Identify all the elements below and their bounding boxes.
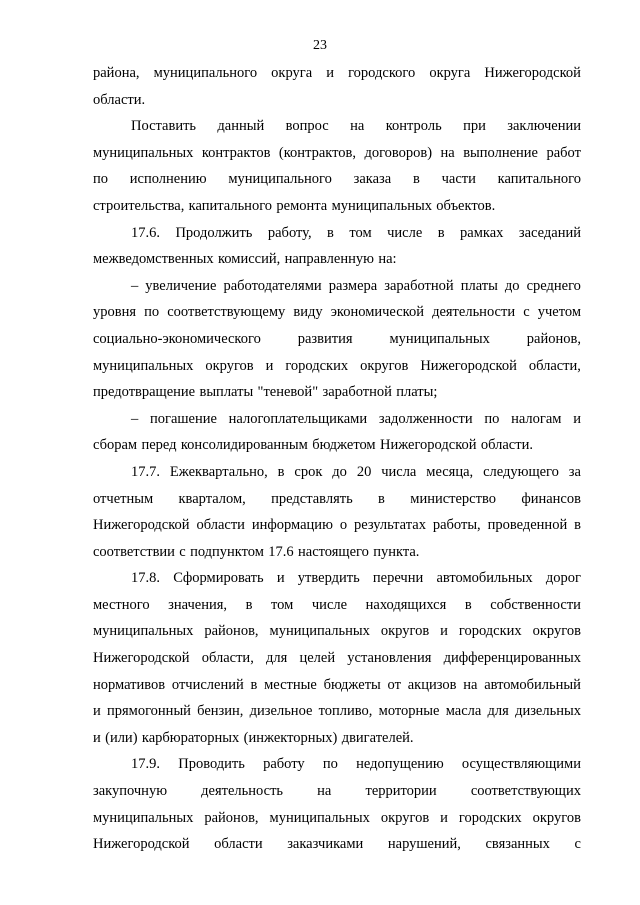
word: 17.6 xyxy=(268,543,294,560)
word: на xyxy=(317,783,332,800)
word: до xyxy=(332,463,347,480)
word: Нижегородской xyxy=(93,836,190,853)
word: – xyxy=(131,410,139,427)
word: выполнение xyxy=(463,144,538,161)
text-line xyxy=(93,512,581,539)
word: представлять xyxy=(271,490,353,507)
word: – xyxy=(131,277,139,294)
word: муниципальных xyxy=(93,809,194,826)
word: округов xyxy=(380,623,430,640)
word: карбюраторных xyxy=(141,729,240,746)
word: собственности xyxy=(490,596,581,613)
word: работодателями xyxy=(223,277,322,294)
word: Проводить xyxy=(178,756,245,773)
word: комиссий, xyxy=(218,251,281,268)
text-line xyxy=(93,193,581,220)
word: в xyxy=(412,171,420,188)
word: налогам xyxy=(511,410,562,427)
word: в xyxy=(574,517,581,534)
word: и xyxy=(93,729,101,746)
text-line xyxy=(93,645,581,672)
word: акцизов xyxy=(407,676,457,693)
word: Нижегородской xyxy=(93,650,190,667)
word: местные xyxy=(264,676,317,693)
word: развития xyxy=(297,330,353,347)
word: "теневой" xyxy=(257,384,319,401)
word: месяца, xyxy=(426,463,474,480)
text-line xyxy=(93,432,581,459)
text-line xyxy=(93,459,581,486)
word: отчислений xyxy=(171,676,244,693)
word: и xyxy=(326,65,335,81)
word: перед xyxy=(141,437,177,454)
text-line xyxy=(93,166,581,193)
word: работу xyxy=(263,756,305,773)
word: соответствии xyxy=(93,543,175,560)
text-line xyxy=(93,140,581,167)
word: социально-экономического xyxy=(93,330,261,347)
word: с xyxy=(574,836,581,853)
text-line xyxy=(93,539,581,566)
word: в xyxy=(464,596,472,613)
text-line xyxy=(93,353,581,380)
word: недопущению xyxy=(356,756,444,773)
word: заказа xyxy=(353,171,392,188)
word: работы, xyxy=(432,517,481,534)
text-line xyxy=(93,778,581,805)
word: заказчиками xyxy=(287,836,364,853)
word: и xyxy=(440,623,448,640)
text-line xyxy=(93,725,581,752)
word: результатах xyxy=(353,517,426,534)
word: округов xyxy=(532,623,581,640)
word: Сформировать xyxy=(173,570,264,587)
word: находящихся xyxy=(365,596,447,613)
word: платы; xyxy=(396,384,438,401)
word: прямогонный xyxy=(106,703,191,720)
text-line xyxy=(93,592,581,619)
word: деятельность xyxy=(201,783,284,800)
word: по xyxy=(322,756,338,773)
word: Нижегородской xyxy=(484,65,581,81)
word: контроль xyxy=(385,118,442,135)
word: (контрактов, xyxy=(278,144,356,161)
word: городских xyxy=(285,357,349,374)
word: округов xyxy=(360,357,409,374)
word: капитального xyxy=(497,171,581,188)
word: числе xyxy=(311,596,348,613)
word: в xyxy=(437,224,445,241)
word: местного xyxy=(93,596,150,613)
word: 17.6. xyxy=(131,224,160,241)
word: налогоплательщиками xyxy=(228,410,368,427)
word: на xyxy=(463,676,478,693)
word: контрактов xyxy=(201,144,271,161)
word: направленную xyxy=(284,251,374,268)
word: пункта. xyxy=(373,543,420,560)
word: соответствующих xyxy=(470,783,581,800)
word: округов xyxy=(532,809,581,826)
word: муниципальных xyxy=(93,623,194,640)
word: размера xyxy=(328,277,378,294)
word: до xyxy=(504,277,520,294)
text-line xyxy=(93,220,581,247)
word: 17.9. xyxy=(131,756,160,773)
word: объектов. xyxy=(436,197,496,214)
word: уровня xyxy=(93,304,137,321)
word: финансов xyxy=(521,490,581,507)
word: дизельных xyxy=(515,703,581,720)
word: на xyxy=(440,144,455,161)
word: 17.8. xyxy=(131,570,160,587)
word: закупочную xyxy=(93,783,168,800)
word: автомобильный xyxy=(484,676,581,693)
word: среднего xyxy=(526,277,581,294)
word: увеличение xyxy=(145,277,217,294)
word: (или) xyxy=(105,729,138,746)
word: подпунктом xyxy=(190,543,264,560)
word: министерство xyxy=(410,490,496,507)
word: и xyxy=(265,357,274,374)
word: от xyxy=(387,676,401,693)
word: районов, xyxy=(204,623,259,640)
word: (инжекторных) xyxy=(243,729,338,746)
word: Продолжить xyxy=(175,224,253,241)
word: за xyxy=(568,463,581,480)
word: муниципальных xyxy=(269,623,370,640)
text-line xyxy=(93,113,581,140)
word: муниципальных xyxy=(93,144,194,161)
word: области, xyxy=(201,650,254,667)
word: в xyxy=(250,676,258,693)
document-body xyxy=(93,60,581,858)
word: округов xyxy=(380,809,430,826)
word: и xyxy=(276,570,285,587)
word: задолженности xyxy=(378,410,473,427)
word: выплаты xyxy=(199,384,254,401)
word: вопрос xyxy=(285,118,329,135)
word: следующего xyxy=(483,463,559,480)
word: городских xyxy=(458,623,522,640)
text-line xyxy=(93,326,581,353)
word: значения, xyxy=(168,596,228,613)
word: числа xyxy=(381,463,417,480)
text-line xyxy=(93,406,581,433)
word: области xyxy=(196,517,245,534)
word: с xyxy=(179,543,186,560)
word: деятельности xyxy=(432,304,516,321)
word: том xyxy=(271,596,294,613)
word: района, xyxy=(93,65,140,81)
word: на xyxy=(350,118,365,135)
word: связанных xyxy=(485,836,550,853)
word: районов, xyxy=(526,330,581,347)
word: территории xyxy=(365,783,437,800)
word: о xyxy=(339,517,348,534)
word: области. xyxy=(93,91,146,108)
word: целей xyxy=(299,650,336,667)
word: платы xyxy=(460,277,498,294)
word: моторные xyxy=(378,703,440,720)
word: данный xyxy=(217,118,265,135)
word: для xyxy=(487,703,509,720)
word: сборам xyxy=(93,437,138,454)
text-line xyxy=(93,618,581,645)
word: Ежеквартально, xyxy=(169,463,268,480)
word: области xyxy=(214,836,263,853)
word: погашение xyxy=(149,410,217,427)
word: предотвращение xyxy=(93,384,196,401)
word: дорог xyxy=(545,570,581,587)
word: заключении xyxy=(507,118,581,135)
word: утвердить xyxy=(297,570,360,587)
word: городских xyxy=(458,809,522,826)
word: Нижегородской xyxy=(93,517,190,534)
word: двигателей. xyxy=(341,729,414,746)
text-line xyxy=(93,87,581,114)
word: округа xyxy=(271,65,313,81)
text-line xyxy=(93,379,581,406)
word: бюджеты xyxy=(323,676,381,693)
word: Нижегородской xyxy=(420,357,517,374)
word: исполнению xyxy=(129,171,207,188)
word: муниципального xyxy=(228,171,332,188)
word: кварталом, xyxy=(178,490,246,507)
word: и xyxy=(573,410,581,427)
word: проведенной xyxy=(487,517,568,534)
word: настоящего xyxy=(298,543,369,560)
word: муниципальных xyxy=(269,809,370,826)
word: 17.7. xyxy=(131,463,160,480)
word: дифференцированных xyxy=(443,650,581,667)
word: Нижегородской xyxy=(379,437,477,454)
word: установления xyxy=(347,650,432,667)
word: в xyxy=(378,490,385,507)
word: осуществляющими xyxy=(461,756,581,773)
word: и xyxy=(93,703,101,720)
word: заработной xyxy=(322,384,392,401)
word: муниципальных xyxy=(389,330,490,347)
word: консолидированным xyxy=(180,437,308,454)
word: в xyxy=(277,463,285,480)
text-line xyxy=(93,805,581,832)
word: 20 xyxy=(356,463,372,480)
word: муниципальных xyxy=(331,197,432,214)
word: виду xyxy=(293,304,323,321)
page-number: 23 xyxy=(313,38,327,53)
word: соответствующему xyxy=(167,304,286,321)
word: по xyxy=(484,410,500,427)
word: муниципальных xyxy=(93,357,194,374)
word: срок xyxy=(294,463,323,480)
text-line xyxy=(93,486,581,513)
word: области. xyxy=(480,437,533,454)
word: учетом xyxy=(537,304,581,321)
word: и xyxy=(440,809,448,826)
text-line xyxy=(93,831,581,858)
word: межведомственных xyxy=(93,251,214,268)
word: дизельное xyxy=(249,703,313,720)
word: автомобильных xyxy=(436,570,533,587)
word: по xyxy=(93,171,109,188)
word: том xyxy=(349,224,372,241)
word: части xyxy=(441,171,476,188)
text-line xyxy=(93,273,581,300)
text-line xyxy=(93,751,581,778)
word: строительства, xyxy=(93,197,185,214)
word: рамках xyxy=(460,224,504,241)
word: в xyxy=(245,596,253,613)
word: области, xyxy=(528,357,581,374)
word: экономической xyxy=(330,304,424,321)
word: ремонта xyxy=(276,197,328,214)
word: при xyxy=(463,118,486,135)
word: нарушений, xyxy=(387,836,461,853)
word: работу, xyxy=(267,224,312,241)
word: нормативов xyxy=(93,676,166,693)
text-line xyxy=(93,698,581,725)
word: договоров) xyxy=(364,144,433,161)
word: топливо, xyxy=(318,703,373,720)
word: бензин, xyxy=(197,703,244,720)
word: округов xyxy=(205,357,254,374)
word: округа xyxy=(429,65,471,81)
word: числе xyxy=(387,224,423,241)
text-line xyxy=(93,672,581,699)
word: отчетным xyxy=(93,490,154,507)
word: перечни xyxy=(372,570,424,587)
word: работ xyxy=(546,144,581,161)
word: городского xyxy=(348,65,416,81)
text-line xyxy=(93,246,581,273)
word: по xyxy=(144,304,160,321)
text-line xyxy=(93,299,581,326)
word: с xyxy=(523,304,530,321)
word: муниципального xyxy=(153,65,258,81)
word: для xyxy=(266,650,288,667)
word: Поставить xyxy=(131,118,197,135)
word: информацию xyxy=(251,517,333,534)
word: бюджетом xyxy=(312,437,376,454)
word: капитального xyxy=(188,197,273,214)
text-line xyxy=(93,60,581,87)
word: заседаний xyxy=(518,224,581,241)
word: районов, xyxy=(204,809,259,826)
word: на: xyxy=(378,251,397,268)
text-line xyxy=(93,565,581,592)
word: в xyxy=(327,224,334,241)
word: заработной xyxy=(384,277,454,294)
word: масла xyxy=(445,703,482,720)
